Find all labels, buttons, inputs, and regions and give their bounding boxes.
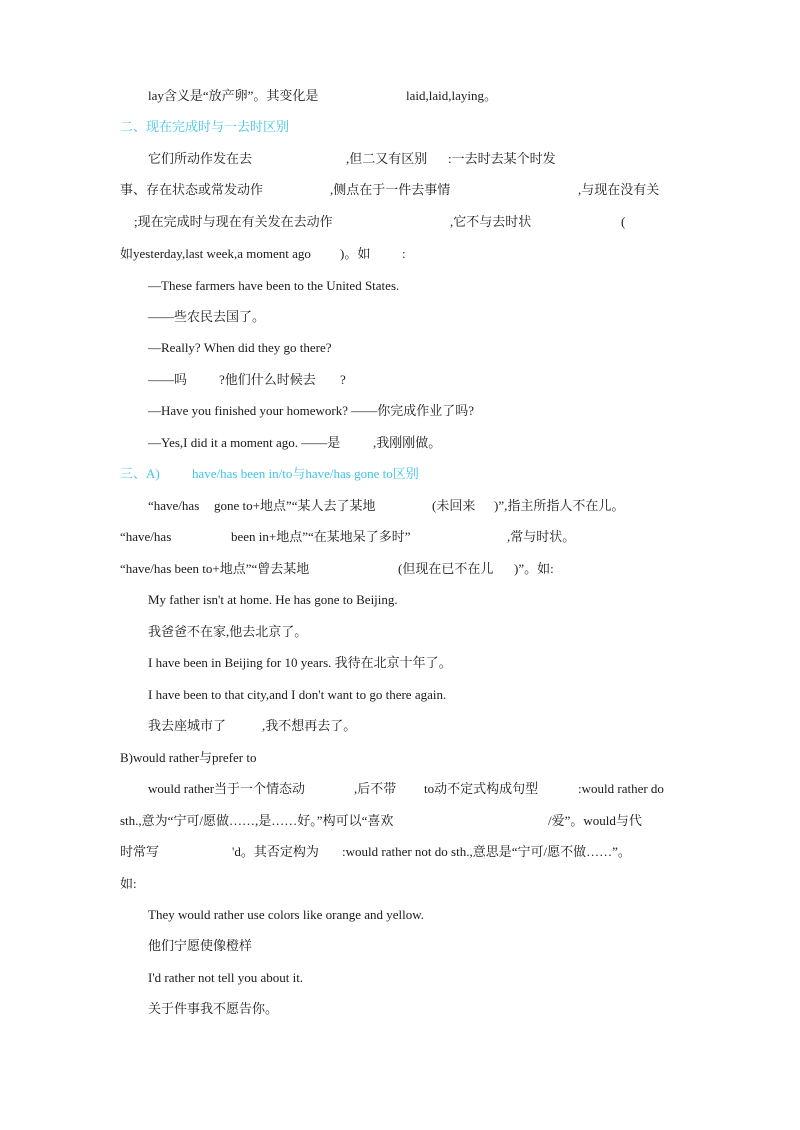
example-2-zh <box>0 369 800 391</box>
para-2-line-2 <box>0 179 800 201</box>
text-segment: have/has been in/to与have/has gone to区别 <box>192 466 419 481</box>
text-segment: ( <box>621 214 626 229</box>
text-segment: (但现在已不在儿 <box>398 561 494 576</box>
text-segment: ——吗 <box>148 372 188 387</box>
example-3 <box>0 400 800 422</box>
been-to-line <box>0 558 800 580</box>
text-segment: 他们宁愿使像橙样 <box>148 938 253 953</box>
text-segment: “have/has <box>120 529 172 544</box>
text-segment: to动不定式构成句型 <box>424 781 539 796</box>
text-segment: : <box>402 246 406 261</box>
para-2-line-4 <box>0 243 800 265</box>
text-segment: ——些农民去国了。 <box>148 309 266 324</box>
example-6 <box>0 652 800 674</box>
text-segment: —Yes,I did it a moment ago. ——是 <box>148 435 341 450</box>
text-segment: My father isn't at home. He has gone to Beijing. <box>148 592 398 607</box>
text-segment: 三、A) <box>120 466 160 481</box>
example-1-en <box>0 275 800 297</box>
text-segment: ,常与时状。 <box>507 529 576 544</box>
example-9-zh <box>0 998 800 1020</box>
gone-to-line <box>0 495 800 517</box>
para-2-line-1 <box>0 148 800 170</box>
section-b-heading <box>0 747 800 769</box>
been-in-line <box>0 526 800 548</box>
example-1-zh <box>0 306 800 328</box>
text-segment: (未回来 <box>432 498 476 513</box>
text-segment: They would rather use colors like orange and yellow. <box>148 907 425 922</box>
text-segment: 我去座城市了 <box>148 718 227 733</box>
text-segment: 二、现在完成时与一去时区别 <box>120 119 290 134</box>
para-b-line-3 <box>0 841 800 863</box>
text-segment: :would rather not do sth.,意思是“宁可/愿不做……”。 <box>342 844 631 859</box>
text-segment: ,我刚刚做。 <box>373 435 442 450</box>
text-segment: ? <box>340 372 346 387</box>
text-segment: gone to+地点”“某人去了某地 <box>214 498 376 513</box>
section-3-heading <box>0 463 800 485</box>
example-5-en <box>0 589 800 611</box>
example-8-zh <box>0 935 800 957</box>
text-segment: “have/has <box>148 498 200 513</box>
text-segment: 如: <box>120 876 137 891</box>
text-segment: 我爸爸不在家,他去北京了。 <box>148 624 308 639</box>
text-segment: B)would rather与prefer to <box>120 750 257 765</box>
example-5-zh <box>0 621 800 643</box>
text-segment: sth.,意为“宁可/愿做……,是……好。”构可以“喜欢 <box>120 813 394 828</box>
text-segment: 事、存在状态或常发动作 <box>120 182 264 197</box>
text-segment: —Really? When did they go there? <box>148 340 332 355</box>
para-b-line-2 <box>0 810 800 832</box>
example-8-en <box>0 904 800 926</box>
text-segment: I have been in Beijing for 10 years. 我待在北京十年了。 <box>148 655 452 670</box>
text-segment: —Have you finished your homework? ——你完成作业了吗? <box>148 403 475 418</box>
text-segment: ?他们什么时候去 <box>219 372 316 387</box>
text-segment: )。如 <box>340 246 371 261</box>
text-segment: laid,laid,laying。 <box>406 88 497 103</box>
text-segment: 时常写 <box>120 844 160 859</box>
text-segment: 关于件事我不愿告你。 <box>148 1001 279 1016</box>
text-segment: “have/has been to+地点”“曾去某地 <box>120 561 310 576</box>
text-segment: ,我不想再去了。 <box>262 718 357 733</box>
text-segment: would rather当于一个情态动 <box>148 781 306 796</box>
text-segment: 如yesterday,last week,a moment ago <box>120 246 311 261</box>
text-segment: lay含义是“放产卵”。其变化是 <box>148 88 319 103</box>
text-segment: been in+地点”“在某地呆了多时” <box>231 529 411 544</box>
para-b-line-4 <box>0 873 800 895</box>
example-2-en <box>0 337 800 359</box>
text-segment: ,与现在没有关 <box>578 182 660 197</box>
section-2-heading <box>0 116 800 138</box>
text-segment: :would rather do <box>578 781 664 796</box>
text-segment: I have been to that city,and I don't want to go there again. <box>148 687 447 702</box>
text-segment: )”,指主所指人不在儿。 <box>494 498 625 513</box>
text-segment: ,但二又有区别 <box>346 151 428 166</box>
para-b-line-1 <box>0 778 800 800</box>
text-segment: —These farmers have been to the United States. <box>148 278 400 293</box>
text-segment: 它们所动作发在去 <box>148 151 253 166</box>
example-4 <box>0 432 800 454</box>
para-2-line-3 <box>0 211 800 233</box>
text-segment: ,侧点在于一件去事情 <box>330 182 451 197</box>
lay-meaning-line <box>0 85 800 107</box>
text-segment: :一去时去某个时发 <box>448 151 556 166</box>
example-9-en <box>0 967 800 989</box>
text-segment: ,它不与去时状 <box>450 214 532 229</box>
example-7-en <box>0 684 800 706</box>
text-segment: )”。如: <box>514 561 554 576</box>
example-7-zh <box>0 715 800 737</box>
text-segment: ;现在完成时与现在有关发在去动作 <box>134 214 333 229</box>
text-segment: /爱”。would与代 <box>548 813 642 828</box>
text-segment: I'd rather not tell you about it. <box>148 970 304 985</box>
text-segment: 'd。其否定构为 <box>232 844 319 859</box>
text-segment: ,后不带 <box>354 781 397 796</box>
